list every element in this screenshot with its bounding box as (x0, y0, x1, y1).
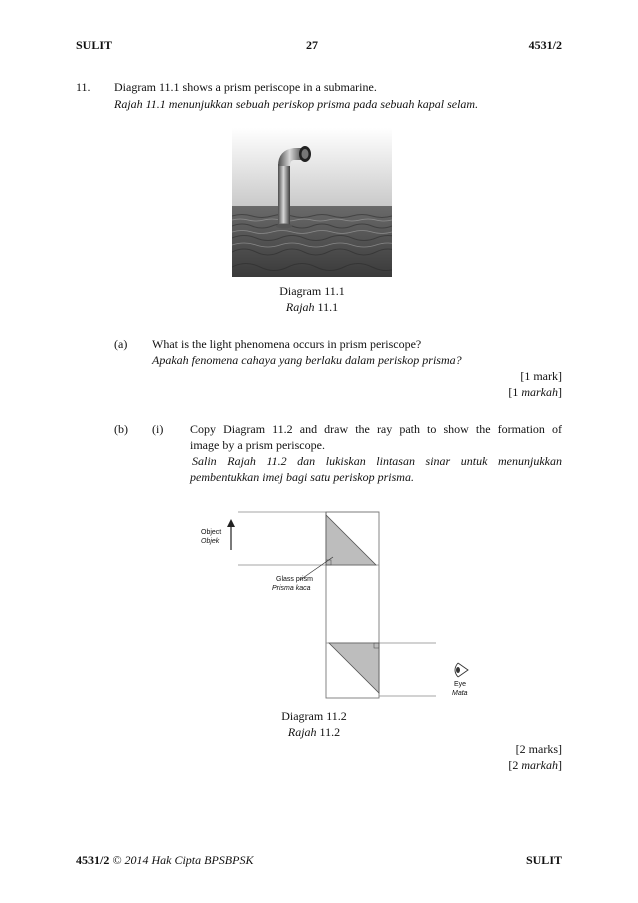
part-b-label: (b) (114, 422, 128, 436)
part-a-question-ms: Apakah fenomena cahaya yang berlaku dalam periskop prisma? (152, 353, 462, 367)
footer-left (76, 852, 253, 868)
bottom-glass-prism (329, 643, 379, 693)
rajah-11-1-caption (232, 299, 392, 315)
top-glass-prism (326, 515, 376, 565)
header-paper-code: 4531/2 (528, 38, 562, 52)
part-b-instruction-ms-line2: pembentukkan imej bagi satu periskop prisma. (190, 470, 414, 484)
rajah-label: Rajah (287, 725, 317, 739)
object-label-en: Object (201, 529, 222, 536)
rajah-number: 11.1 (317, 300, 339, 314)
footer-code: 4531/2 (76, 853, 110, 867)
diagram-11-1-caption: Diagram 11.1 (279, 284, 345, 298)
marks-word: markah (521, 758, 558, 772)
footer-sulit: SULIT (525, 853, 562, 867)
header-sulit: SULIT (76, 38, 113, 52)
marks-open: [2 (508, 758, 522, 772)
page-number: 27 (306, 38, 318, 52)
eye-label-en: Eye (454, 681, 467, 688)
part-a-question-en: What is the light phenomena occurs in prism periscope? (152, 337, 422, 351)
part-b-marks-ms (508, 757, 562, 773)
eye-icon (455, 663, 468, 677)
part-b-instruction-ms-line1: Salin Rajah 11.2 dan lukiskan lintasan sinar untuk menunjukkan (192, 454, 562, 468)
eye-label-ms: Mata (452, 690, 468, 697)
rajah-label: Rajah (285, 300, 315, 314)
marks-close: ] (558, 385, 562, 399)
question-intro-ms: Rajah 11.1 menunjukkan sebuah periskop prisma pada sebuah kapal selam. (114, 97, 479, 111)
object-arrow-head (227, 519, 235, 527)
question-intro-en: Diagram 11.1 shows a prism periscope in a submarine. (114, 80, 377, 94)
periscope-photo (232, 128, 392, 277)
rajah-11-2-caption (244, 724, 384, 740)
part-a-marks-ms (508, 384, 562, 400)
part-a-label: (a) (114, 337, 128, 351)
rajah-number: 11.2 (319, 725, 341, 739)
marks-open: [1 (508, 385, 522, 399)
part-b-sub-label: (i) (152, 422, 164, 436)
footer-copyright: © 2014 Hak Cipta BPSBPSK (112, 853, 254, 867)
marks-word: markah (521, 385, 558, 399)
part-b-instruction-en-line2: image by a prism periscope. (190, 438, 325, 452)
object-label-ms: Objek (201, 538, 220, 545)
part-b-marks-en: [2 marks] (515, 742, 562, 756)
glass-prism-label-ms: Prisma kaca (272, 585, 311, 592)
part-b-instruction-en-line1: Copy Diagram 11.2 and draw the ray path to show the formation of (190, 422, 562, 436)
question-number: 11. (76, 80, 91, 94)
part-a-marks-en: [1 mark] (520, 369, 562, 383)
marks-close: ] (558, 758, 562, 772)
glass-prism-label-en: Glass prism (276, 576, 313, 583)
diagram-11-2-caption: Diagram 11.2 (281, 709, 347, 723)
periscope-diagram (196, 500, 496, 705)
